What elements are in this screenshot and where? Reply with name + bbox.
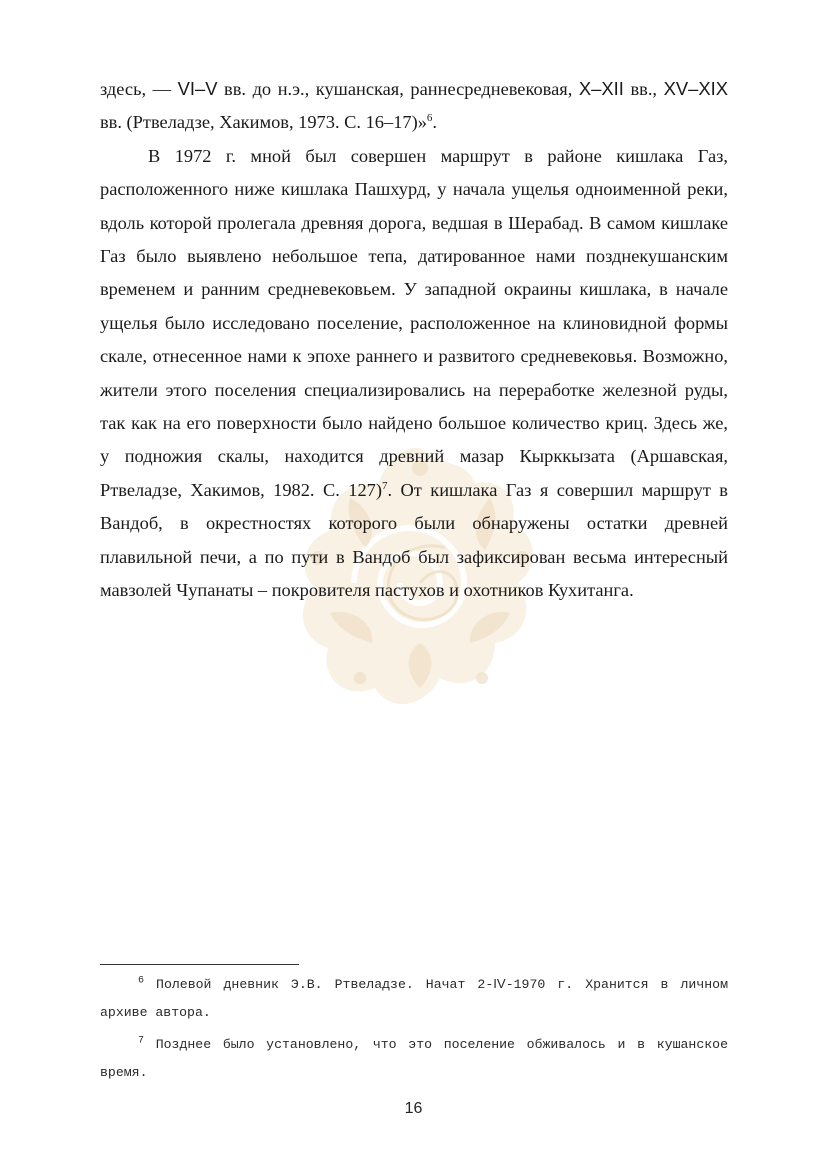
footnote-6: $^6$ Полевой дневник Э.В. Ртвеладзе. Начат 2-IV-1970 г. Хранится в личном архиве автора.: [100, 975, 728, 1020]
footnote-ref-7[interactable]: 7: [381, 479, 388, 492]
roman-numeral: X–XII: [578, 78, 624, 99]
footnote-number: 6: [138, 975, 145, 987]
roman-numeral: IV: [493, 976, 506, 991]
footnote-divider: [100, 964, 299, 965]
footnote-ref-6[interactable]: 6: [426, 112, 433, 125]
roman-numeral: VI–V: [177, 78, 218, 99]
footnote-number: 7: [138, 1035, 145, 1047]
body-text: [100, 72, 728, 608]
page-number: 16: [404, 1100, 423, 1117]
paragraph-2: В 1972 г. мной был совершен маршрут в районе кишлака Газ, расположенного ниже кишлака Пашхурд, у начала ущелья одноименной реки, вдоль которой пролегала древняя дорога, ведшая в Шерабад. В самом кишлаке Газ было выявлено небольшое тепа, датированное нами позднекушанским временем и ранним средневековьем. У западной окраины кишлака, в начале ущелья было исследовано поселение, расположенное на клиновидной формы скале, отнесенное нами к эпохе раннего и развитого средневековья. Возможно, жители этого поселения специализировались на переработке железной руды, так как на его поверхности было найдено большое количество криц. Здесь же, у подножия скалы, находится древний мазар Кырккызата (Аршавская, Ртвеладзе, Хакимов, 1982. С. 127)$^7$. От кишлака Газ я совершил маршрут в Вандоб, в окрестностях которого были обнаружены остатки древней плавильной печи, а по пути в Вандоб был зафиксирован весьма интересный мавзолей Чупанаты – покровителя пастухов и охотников Кухитанга.: [100, 145, 728, 601]
roman-numeral: XV–XIX: [663, 78, 728, 99]
footnote-7: $^7$ Позднее было установлено, что это поселение обживалось и в кушанское время.: [100, 1035, 728, 1080]
footnotes: [100, 970, 728, 1091]
paragraph-1: здесь, — VI–V вв. до н.э., кушанская, раннесредневековая, X–XII вв., XV–XIX вв. (Ртвеладзе, Хакимов, 1973. С. 16–17)»$^6$.: [100, 78, 728, 133]
